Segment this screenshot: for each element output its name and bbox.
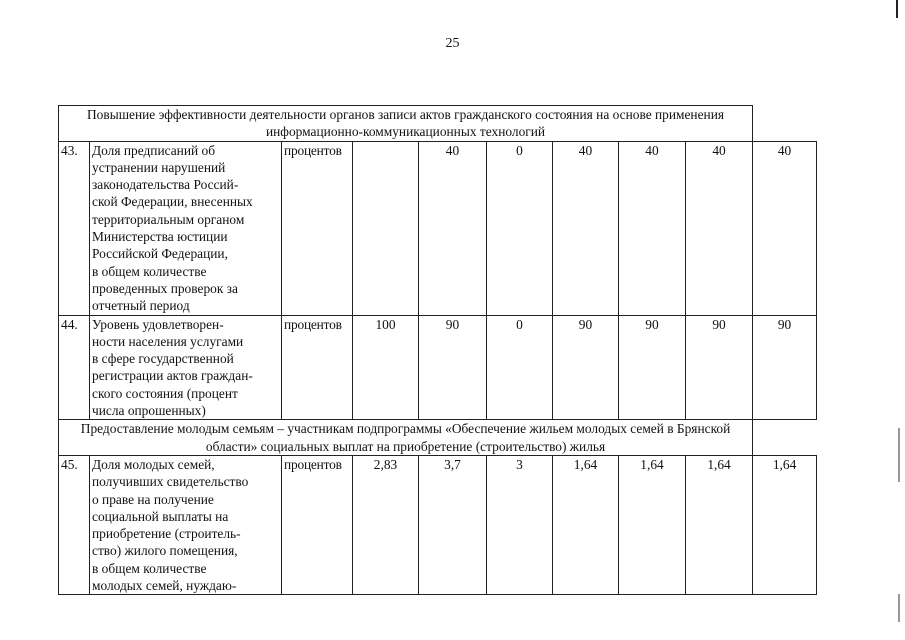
value-cell: 3,7 — [419, 455, 487, 594]
indicator-name-line: Министерства юстиции — [92, 229, 228, 245]
section-title-line: Предоставление молодым семьям – участникам подпрограммы «Обеспечение жильем молодых семей в Брянской — [80, 421, 731, 437]
value-cell: 1,64 — [619, 455, 686, 594]
section-title — [59, 106, 753, 142]
value-cell: 90 — [686, 315, 753, 420]
value-cell: 90 — [619, 315, 686, 420]
table-row — [59, 141, 817, 315]
indicator-name-line: территориальным органом — [92, 211, 245, 227]
indicator-name-line: молодых семей, нуждаю- — [92, 578, 237, 594]
value-cell: 3 — [487, 455, 553, 594]
indicator-name-line: получивших свидетельство — [92, 474, 249, 490]
scan-edge-mark-middle — [898, 428, 900, 482]
section-header-row — [59, 106, 817, 142]
indicator-name — [90, 315, 282, 420]
section-header-row — [59, 420, 817, 456]
value-cell: 40 — [619, 141, 686, 315]
row-number: 43. — [59, 141, 90, 315]
scan-edge-mark-bottom — [898, 594, 900, 622]
indicator-name-line: регистрации актов граждан- — [92, 368, 253, 384]
indicator-name-line: ского состояния (процент — [92, 385, 238, 401]
row-number: 45. — [59, 455, 90, 594]
value-cell: 0 — [487, 315, 553, 420]
value-cell: 1,64 — [753, 455, 817, 594]
indicator-name — [90, 141, 282, 315]
value-cell: 90 — [753, 315, 817, 420]
indicator-name-line: в общем количестве — [92, 263, 207, 279]
scan-edge-mark-top — [896, 0, 898, 18]
value-cell — [353, 141, 419, 315]
indicator-name-line: проведенных проверок за — [92, 280, 238, 296]
indicator-name-line: законодательства Россий- — [92, 177, 239, 193]
value-cell: 40 — [686, 141, 753, 315]
indicator-name-line: Российской Федерации, — [92, 246, 228, 262]
row-number: 44. — [59, 315, 90, 420]
value-cell: 40 — [419, 141, 487, 315]
table-row — [59, 455, 817, 594]
value-cell: 2,83 — [353, 455, 419, 594]
value-cell: 90 — [419, 315, 487, 420]
section-title-line: Повышение эффективности деятельности органов записи актов гражданского состояния на основе применения — [87, 107, 725, 122]
indicator-name-line: ской Федерации, внесенных — [92, 194, 253, 210]
page-number: 25 — [445, 36, 460, 51]
unit-cell: процентов — [282, 141, 353, 315]
indicators-table — [58, 105, 817, 595]
unit-cell: процентов — [282, 315, 353, 420]
unit-cell: процентов — [282, 455, 353, 594]
indicator-name-line: в общем количестве — [92, 560, 207, 576]
section-title-line: информационно-коммуникационных технологий — [265, 124, 546, 140]
indicator-name-line: Уровень удовлетворен- — [92, 316, 224, 332]
section-title — [59, 420, 753, 456]
indicator-name-line: ности населения услугами — [92, 333, 244, 349]
indicator-name-line: социальной выплаты на — [92, 508, 229, 524]
value-cell: 40 — [553, 141, 619, 315]
table-body — [59, 106, 817, 595]
value-cell: 0 — [487, 141, 553, 315]
value-cell: 1,64 — [686, 455, 753, 594]
indicator-name-line: приобретение (строитель- — [92, 526, 241, 542]
value-cell: 1,64 — [553, 455, 619, 594]
indicator-name-line: ство) жилого помещения, — [92, 543, 238, 559]
value-cell: 40 — [753, 141, 817, 315]
indicator-name-line: отчетный период — [92, 298, 190, 314]
indicator-name-line: Доля предписаний об — [92, 142, 216, 158]
table-row — [59, 315, 817, 420]
section-title-line: области» социальных выплат на приобретение (строительство) жилья — [205, 438, 606, 454]
indicator-name-line: числа опрошенных) — [92, 403, 206, 419]
value-cell: 90 — [553, 315, 619, 420]
indicator-name-line: Доля молодых семей, — [92, 456, 215, 472]
indicator-name — [90, 455, 282, 594]
indicator-name-line: в сфере государственной — [92, 351, 234, 367]
indicator-name-line: о праве на получение — [92, 491, 214, 507]
value-cell: 100 — [353, 315, 419, 420]
indicator-name-line: устранении нарушений — [92, 159, 226, 175]
